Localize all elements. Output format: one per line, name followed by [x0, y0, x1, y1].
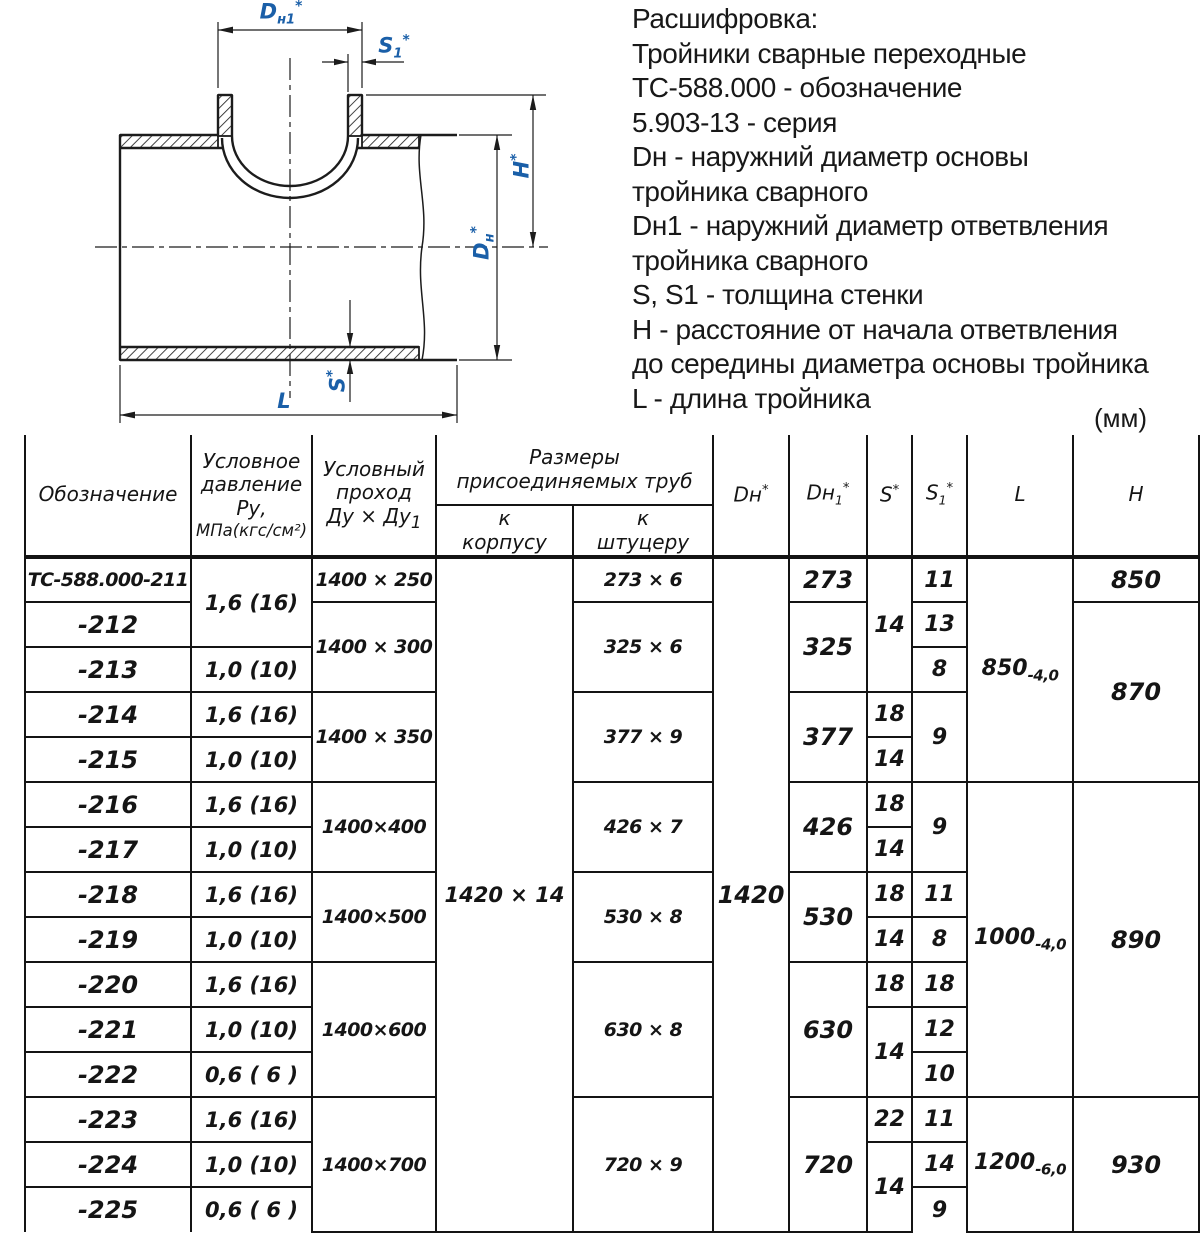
header-sym-base: S [879, 482, 893, 507]
dim-label-s1-sup: * [402, 32, 410, 49]
cell-l [967, 557, 1073, 782]
cell-s1: 13 [912, 602, 967, 647]
cell-branch-pipe: 720 × 9 [573, 1097, 713, 1232]
cell-s: 22 [867, 1097, 912, 1142]
header-formula-base: Ду × Ду [326, 503, 411, 528]
cell-dn1: 530 [789, 872, 867, 962]
col-header-l: L [967, 435, 1073, 557]
cell-designation: -225 [25, 1187, 191, 1232]
dim-label-dn1-base: D [259, 0, 278, 24]
dim-label-s1 [378, 32, 409, 61]
cell-s1: 11 [912, 1097, 967, 1142]
cell-dn1: 426 [789, 782, 867, 872]
header-sym-sup: * [842, 481, 850, 497]
header-sym-sup: * [946, 481, 954, 497]
cell-pressure: 1,0 (10) [191, 1007, 312, 1052]
header-line: Условное [202, 448, 301, 473]
legend-line: до середины диаметра основы тройника [632, 348, 1149, 379]
cell-dn1: 273 [789, 557, 867, 602]
cell-designation: -214 [25, 692, 191, 737]
cell-designation: -217 [25, 827, 191, 872]
header-sym-base: S [925, 481, 939, 506]
dim-label-dn-sup: * [468, 226, 485, 234]
legend-line: Dн - наружний диаметр основы [632, 141, 1029, 172]
cell-s1: 11 [912, 557, 967, 602]
col-header-designation: Обозначение [25, 435, 191, 557]
cell-s1: 11 [912, 872, 967, 917]
header-line: штуцеру [596, 529, 690, 554]
cell-l-tolerance: -6,0 [1035, 1160, 1067, 1179]
table-row [25, 782, 1199, 827]
dim-label-dn1 [260, 0, 303, 28]
cell-pressure: 1,0 (10) [191, 827, 312, 872]
cell-pass: 1400 × 250 [312, 557, 436, 602]
legend-line: S, S1 - толщина стенки [632, 279, 924, 310]
header-line: к [636, 505, 650, 530]
cell-designation: -219 [25, 917, 191, 962]
cell-l-tolerance: -4,0 [1027, 666, 1059, 685]
cell-pressure: 1,6 (16) [191, 557, 312, 647]
cell-dn: 1420 [713, 557, 789, 1232]
dim-label-dn1-sub: н1 [277, 12, 296, 28]
cell-s: 18 [867, 692, 912, 737]
cell-s: 14 [867, 1007, 912, 1097]
header-line: корпусу [462, 529, 547, 554]
col-header-pipes-group [436, 435, 713, 505]
col-header-to-branch [573, 505, 713, 557]
col-header-dn1 [789, 435, 867, 557]
dim-label-h-base: H [509, 160, 534, 179]
cell-designation: -223 [25, 1097, 191, 1142]
cell-branch-pipe: 426 × 7 [573, 782, 713, 872]
cell-s1: 12 [912, 1007, 967, 1052]
cell-branch-pipe: 325 × 6 [573, 602, 713, 692]
cell-pressure: 0,6 ( 6 ) [191, 1187, 312, 1232]
tee-drawing-svg [0, 0, 620, 432]
header-line: к [498, 505, 511, 530]
header-formula [313, 505, 435, 533]
cell-pressure: 1,6 (16) [191, 692, 312, 737]
header-sym-base: Dн [733, 482, 762, 507]
cell-s: 18 [867, 962, 912, 1007]
cell-designation: -213 [25, 647, 191, 692]
dim-label-s1-sub: 1 [393, 46, 403, 62]
cell-s1: 8 [912, 917, 967, 962]
cell-dn1: 325 [789, 602, 867, 692]
cell-designation: -215 [25, 737, 191, 782]
dim-label-h [509, 154, 534, 179]
cell-pressure: 1,6 (16) [191, 1097, 312, 1142]
cell-l-base: 1000 [973, 925, 1036, 951]
cell-s: 18 [867, 782, 912, 827]
header-sym-base: Dн [806, 481, 836, 506]
cell-designation: -222 [25, 1052, 191, 1097]
dim-label-l-base: L [277, 389, 291, 413]
cell-pressure: 1,6 (16) [191, 782, 312, 827]
dim-label-dn-sub: н [482, 233, 498, 243]
header-line: Ру, [236, 496, 267, 521]
col-header-s1 [912, 435, 967, 557]
legend-line: тройника сварного [632, 175, 869, 207]
cell-pressure: 1,0 (10) [191, 917, 312, 962]
cell-pressure: 1,6 (16) [191, 872, 312, 917]
cell-h: 930 [1073, 1097, 1199, 1232]
cell-s1: 9 [912, 692, 967, 782]
cell-pass: 1400×500 [312, 872, 436, 962]
dim-label-s1-base: S [378, 33, 394, 58]
col-header-s [867, 435, 912, 557]
cell-h: 890 [1073, 782, 1199, 1097]
cell-s1: 8 [912, 647, 967, 692]
cell-s: 14 [867, 737, 912, 782]
cell-designation: -212 [25, 602, 191, 647]
cell-s: 14 [867, 557, 912, 692]
table-row [25, 1097, 1199, 1142]
legend-line: ТС-588.000 - обозначение [632, 72, 963, 103]
col-header-pressure [191, 435, 312, 557]
cell-pass: 1400×700 [312, 1097, 436, 1232]
pipe-outline [120, 95, 457, 360]
units-note: (мм) [1094, 403, 1148, 433]
header-line: давление [200, 472, 303, 497]
cell-pressure: 1,0 (10) [191, 647, 312, 692]
cell-l [967, 782, 1073, 1097]
cell-pass: 1400×600 [312, 962, 436, 1097]
cell-h: 870 [1073, 602, 1199, 782]
cell-l-base: 1200 [973, 1150, 1036, 1176]
cell-designation: -224 [25, 1142, 191, 1187]
legend-title: Расшифровка: [632, 3, 818, 34]
cell-pressure: 1,6 (16) [191, 962, 312, 1007]
legend-line: Н - расстояние от начала ответвления [632, 313, 1118, 345]
cell-designation: -221 [25, 1007, 191, 1052]
cell-branch-pipe: 530 × 8 [573, 872, 713, 962]
dimensions-table [24, 435, 1200, 1233]
header-sym-sup: * [761, 482, 769, 498]
cell-l-base: 850 [981, 655, 1028, 681]
cell-branch-pipe: 377 × 9 [573, 692, 713, 782]
cell-dn1: 377 [789, 692, 867, 782]
header-line: Размеры [529, 444, 620, 469]
dim-label-s [325, 370, 350, 392]
cell-dn1: 630 [789, 962, 867, 1097]
cell-l [967, 1097, 1073, 1232]
cell-pass: 1400×400 [312, 782, 436, 872]
dimension-lines [120, 22, 546, 423]
cell-designation: -216 [25, 782, 191, 827]
header-sym-sub: 1 [938, 493, 947, 509]
legend-line: Dн1 - наружний диаметр ответвления [632, 210, 1109, 241]
cell-s1: 14 [912, 1142, 967, 1187]
header-formula-sub: 1 [410, 512, 422, 532]
cell-s1: 18 [912, 962, 967, 1007]
col-header-to-body [436, 505, 573, 557]
tee-drawing [0, 0, 620, 432]
cell-h: 850 [1073, 557, 1199, 602]
cell-pass: 1400 × 350 [312, 692, 436, 782]
cell-s: 14 [867, 827, 912, 872]
cell-l-tolerance: -4,0 [1035, 935, 1067, 954]
dim-label-s-sup: * [324, 369, 341, 378]
table-row [25, 557, 1199, 602]
dim-label-s-base: S [325, 377, 350, 393]
cell-pressure: 1,0 (10) [191, 737, 312, 782]
col-header-dn [713, 435, 789, 557]
header-line: проход [336, 480, 412, 505]
cell-s1: 10 [912, 1052, 967, 1097]
cell-pressure: 0,6 ( 6 ) [191, 1052, 312, 1097]
col-header-h: H [1073, 435, 1199, 557]
cell-dn1: 720 [789, 1097, 867, 1232]
dim-label-h-sup: * [508, 153, 525, 161]
cell-pass: 1400 × 300 [312, 602, 436, 692]
cell-s: 14 [867, 1142, 912, 1232]
header-line: присоединяемых труб [456, 468, 693, 493]
header-line: МПа(кгс/см²) [195, 520, 308, 540]
cell-branch-pipe: 273 × 6 [573, 557, 713, 602]
cell-branch-pipe: 630 × 8 [573, 962, 713, 1097]
cell-s: 18 [867, 872, 912, 917]
cell-body-pipe: 1420 × 14 [436, 557, 573, 1232]
cell-designation: -218 [25, 872, 191, 917]
dim-label-dn1-sup: * [295, 0, 303, 15]
header-line: Условный [323, 456, 425, 481]
legend-line: тройника сварного [632, 244, 869, 276]
header-sym-sub: 1 [835, 493, 843, 509]
legend-line: Тройники сварные переходные [632, 37, 1027, 69]
cell-s: 14 [867, 917, 912, 962]
header-sym-sup: * [892, 482, 900, 498]
col-header-nominal-pass [312, 435, 436, 557]
legend-line: L - длина тройника [632, 382, 871, 414]
dim-label-l [277, 389, 290, 413]
dim-label-dn [468, 226, 497, 260]
cell-designation: -220 [25, 962, 191, 1007]
dim-label-dn-base: D [469, 242, 494, 260]
legend [632, 2, 1198, 416]
cell-s1: 9 [912, 1187, 967, 1232]
legend-line: 5.903-13 - серия [632, 106, 837, 138]
cell-s1: 9 [912, 782, 967, 872]
cell-pressure: 1,0 (10) [191, 1142, 312, 1187]
cell-designation: ТС-588.000-211 [25, 557, 191, 602]
